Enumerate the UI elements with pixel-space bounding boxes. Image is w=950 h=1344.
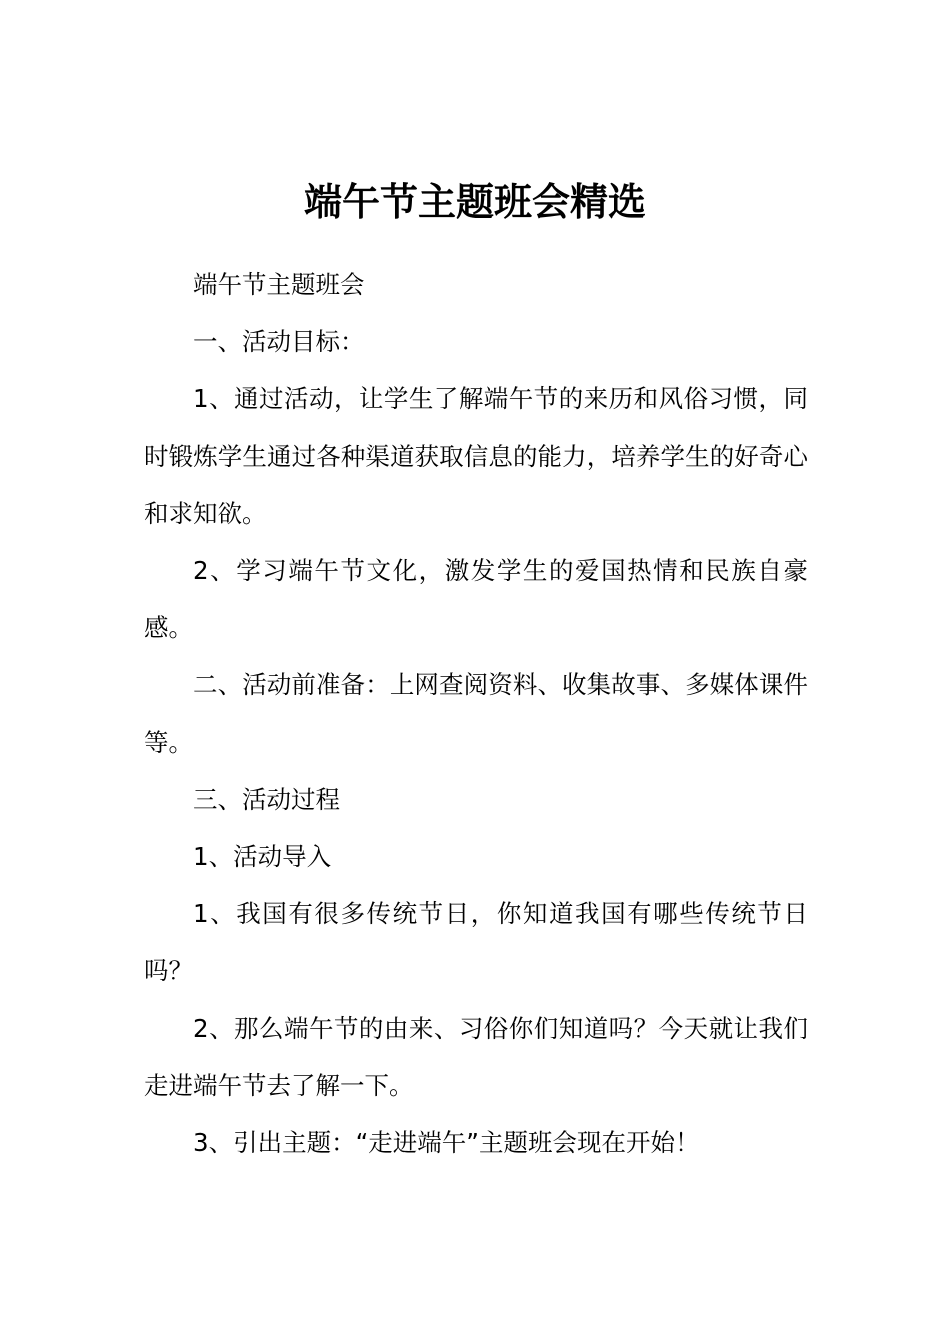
paragraph-subtitle: 端午节主题班会 bbox=[193, 270, 365, 299]
paragraph-theme-start: 3、引出主题：“走进端午”主题班会现在开始！ bbox=[193, 1128, 700, 1158]
paragraph-section-process: 三、活动过程 bbox=[193, 784, 340, 814]
document-body bbox=[144, 256, 808, 1171]
paragraph-question-2: 2、那么端午节的由来、习俗你们知道吗？今天就让我们走进端午节去了解一下。 bbox=[144, 1013, 808, 1100]
paragraph-goal-1: 1、通过活动，让学生了解端午节的来历和风俗习惯，同时锻炼学生通过各种渠道获取信息的能力，培养学生的好奇心和求知欲。 bbox=[144, 384, 808, 528]
document-title: 端午节主题班会精选 bbox=[303, 180, 646, 224]
paragraph-goal-2: 2、学习端午节文化，激发学生的爱国热情和民族自豪感。 bbox=[144, 556, 808, 643]
paragraph-question-1: 1、我国有很多传统节日，你知道我国有哪些传统节日吗？ bbox=[144, 899, 808, 986]
paragraph-section-goals: 一、活动目标： bbox=[193, 327, 365, 357]
paragraph-activity-intro: 1、活动导入 bbox=[193, 842, 332, 872]
paragraph-section-preparation: 二、活动前准备：上网查阅资料、收集故事、多媒体课件等。 bbox=[144, 670, 808, 757]
